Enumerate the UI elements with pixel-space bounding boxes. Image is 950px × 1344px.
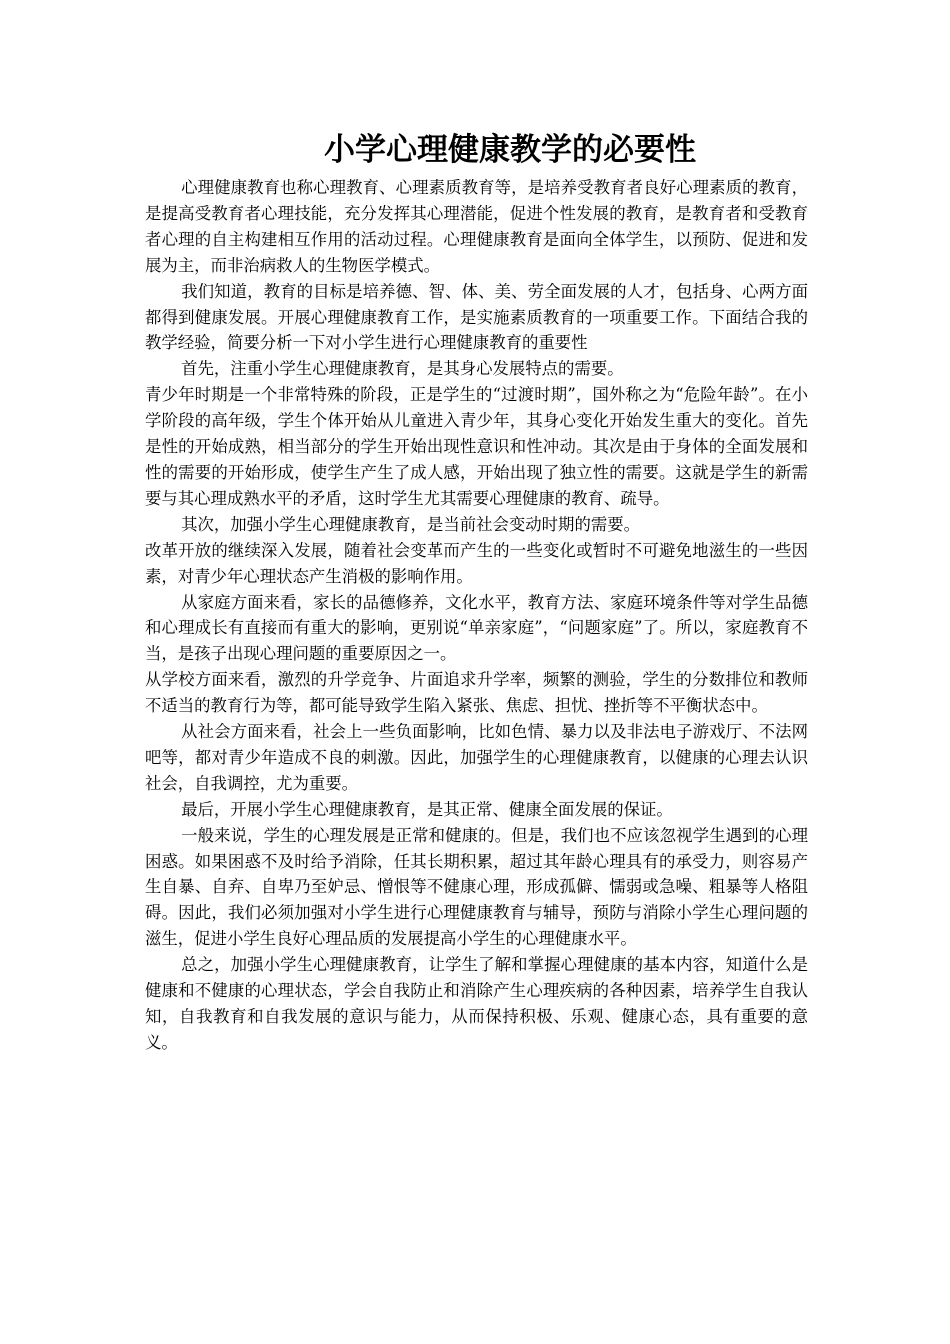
document-body <box>145 175 808 1056</box>
paragraph-3: 首先，注重小学生心理健康教育，是其身心发展特点的需要。 <box>181 359 624 379</box>
document-title: 小学心理健康教学的必要性 <box>324 132 696 168</box>
paragraph-9: 从社会方面来看，社会上一些负面影响，比如色情、暴力以及非法电子游戏厅、不法网吧等，都对青少年造成不良的刺激。因此，加强学生的心理健康教育，以健康的心理去认识社会，自我调控，尤为重要。 <box>145 722 808 793</box>
paragraph-11: 一般来说，学生的心理发展是正常和健康的。但是，我们也不应该忽视学生遇到的心理困惑。如果困惑不及时给予消除，任其长期积累，超过其年龄心理具有的承受力，则容易产生自暴、自弃、自卑乃至妒忌、憎恨等不健康心理，形成孤僻、懦弱或急噪、粗暴等人格阻碍。因此，我们必须加强对小学生进行心理健康教育与辅导，预防与消除小学生心理问题的滋生，促进小学生良好心理品质的发展提高小学生的心理健康水平。 <box>145 825 808 949</box>
paragraph-10: 最后，开展小学生心理健康教育，是其正常、健康全面发展的保证。 <box>181 799 673 819</box>
paragraph-12: 总之，加强小学生心理健康教育，让学生了解和掌握心理健康的基本内容，知道什么是健康和不健康的心理状态，学会自我防止和消除产生心理疾病的各种因素，培养学生自我认知，自我教育和自我发展的意识与能力，从而保持积极、乐观、健康心态，具有重要的意义。 <box>145 955 808 1052</box>
paragraph-2: 我们知道，教育的目标是培养德、智、体、美、劳全面发展的人才，包括身、心两方面都得到健康发展。开展心理健康教育工作，是实施素质教育的一项重要工作。下面结合我的教学经验，简要分析一下对小学生进行心理健康教育的重要性 <box>145 281 808 353</box>
paragraph-5: 其次，加强小学生心理健康教育，是当前社会变动时期的需要。 <box>181 514 641 534</box>
paragraph-8: 从学校方面来看，激烈的升学竞争、片面追求升学率，频繁的测验，学生的分数排位和教师不适当的教育行为等，都可能导致学生陷入紧张、焦虑、担忧、挫折等不平衡状态中。 <box>145 670 808 716</box>
paragraph-6: 改革开放的继续深入发展，随着社会变革而产生的一些变化或暂时不可避免地滋生的一些因素，对青少年心理状态产生消极的影响作用。 <box>145 540 808 586</box>
paragraph-7: 从家庭方面来看，家长的品德修养，文化水平，教育方法、家庭环境条件等对学生品德和心理成长有直接而有重大的影响，更别说“单亲家庭”，“问题家庭”了。所以，家庭教育不当，是孩子出现心理问题的重要原因之一。 <box>145 592 808 664</box>
paragraph-1: 心理健康教育也称心理教育、心理素质教育等，是培养受教育者良好心理素质的教育，是提高受教育者心理技能，充分发挥其心理潜能，促进个性发展的教育，是教育者和受教育者心理的自主构建相互作用的活动过程。心理健康教育是面向全体学生，以预防、促进和发展为主，而非治病救人的生物医学模式。 <box>145 178 808 275</box>
paragraph-4: 青少年时期是一个非常特殊的阶段，正是学生的“过渡时期”，国外称之为“危险年龄”。在小学阶段的高年级，学生个体开始从儿童进入青少年，其身心变化开始发生重大的变化。首先是性的开始成熟，相当部分的学生开始出现性意识和性冲动。其次是由于身体的全面发展和性的需要的开始形成，使学生产生了成人感，开始出现了独立性的需要。这就是学生的新需要与其心理成熟水平的矛盾，这时学生尤其需要心理健康的教育、疏导。 <box>145 385 808 508</box>
